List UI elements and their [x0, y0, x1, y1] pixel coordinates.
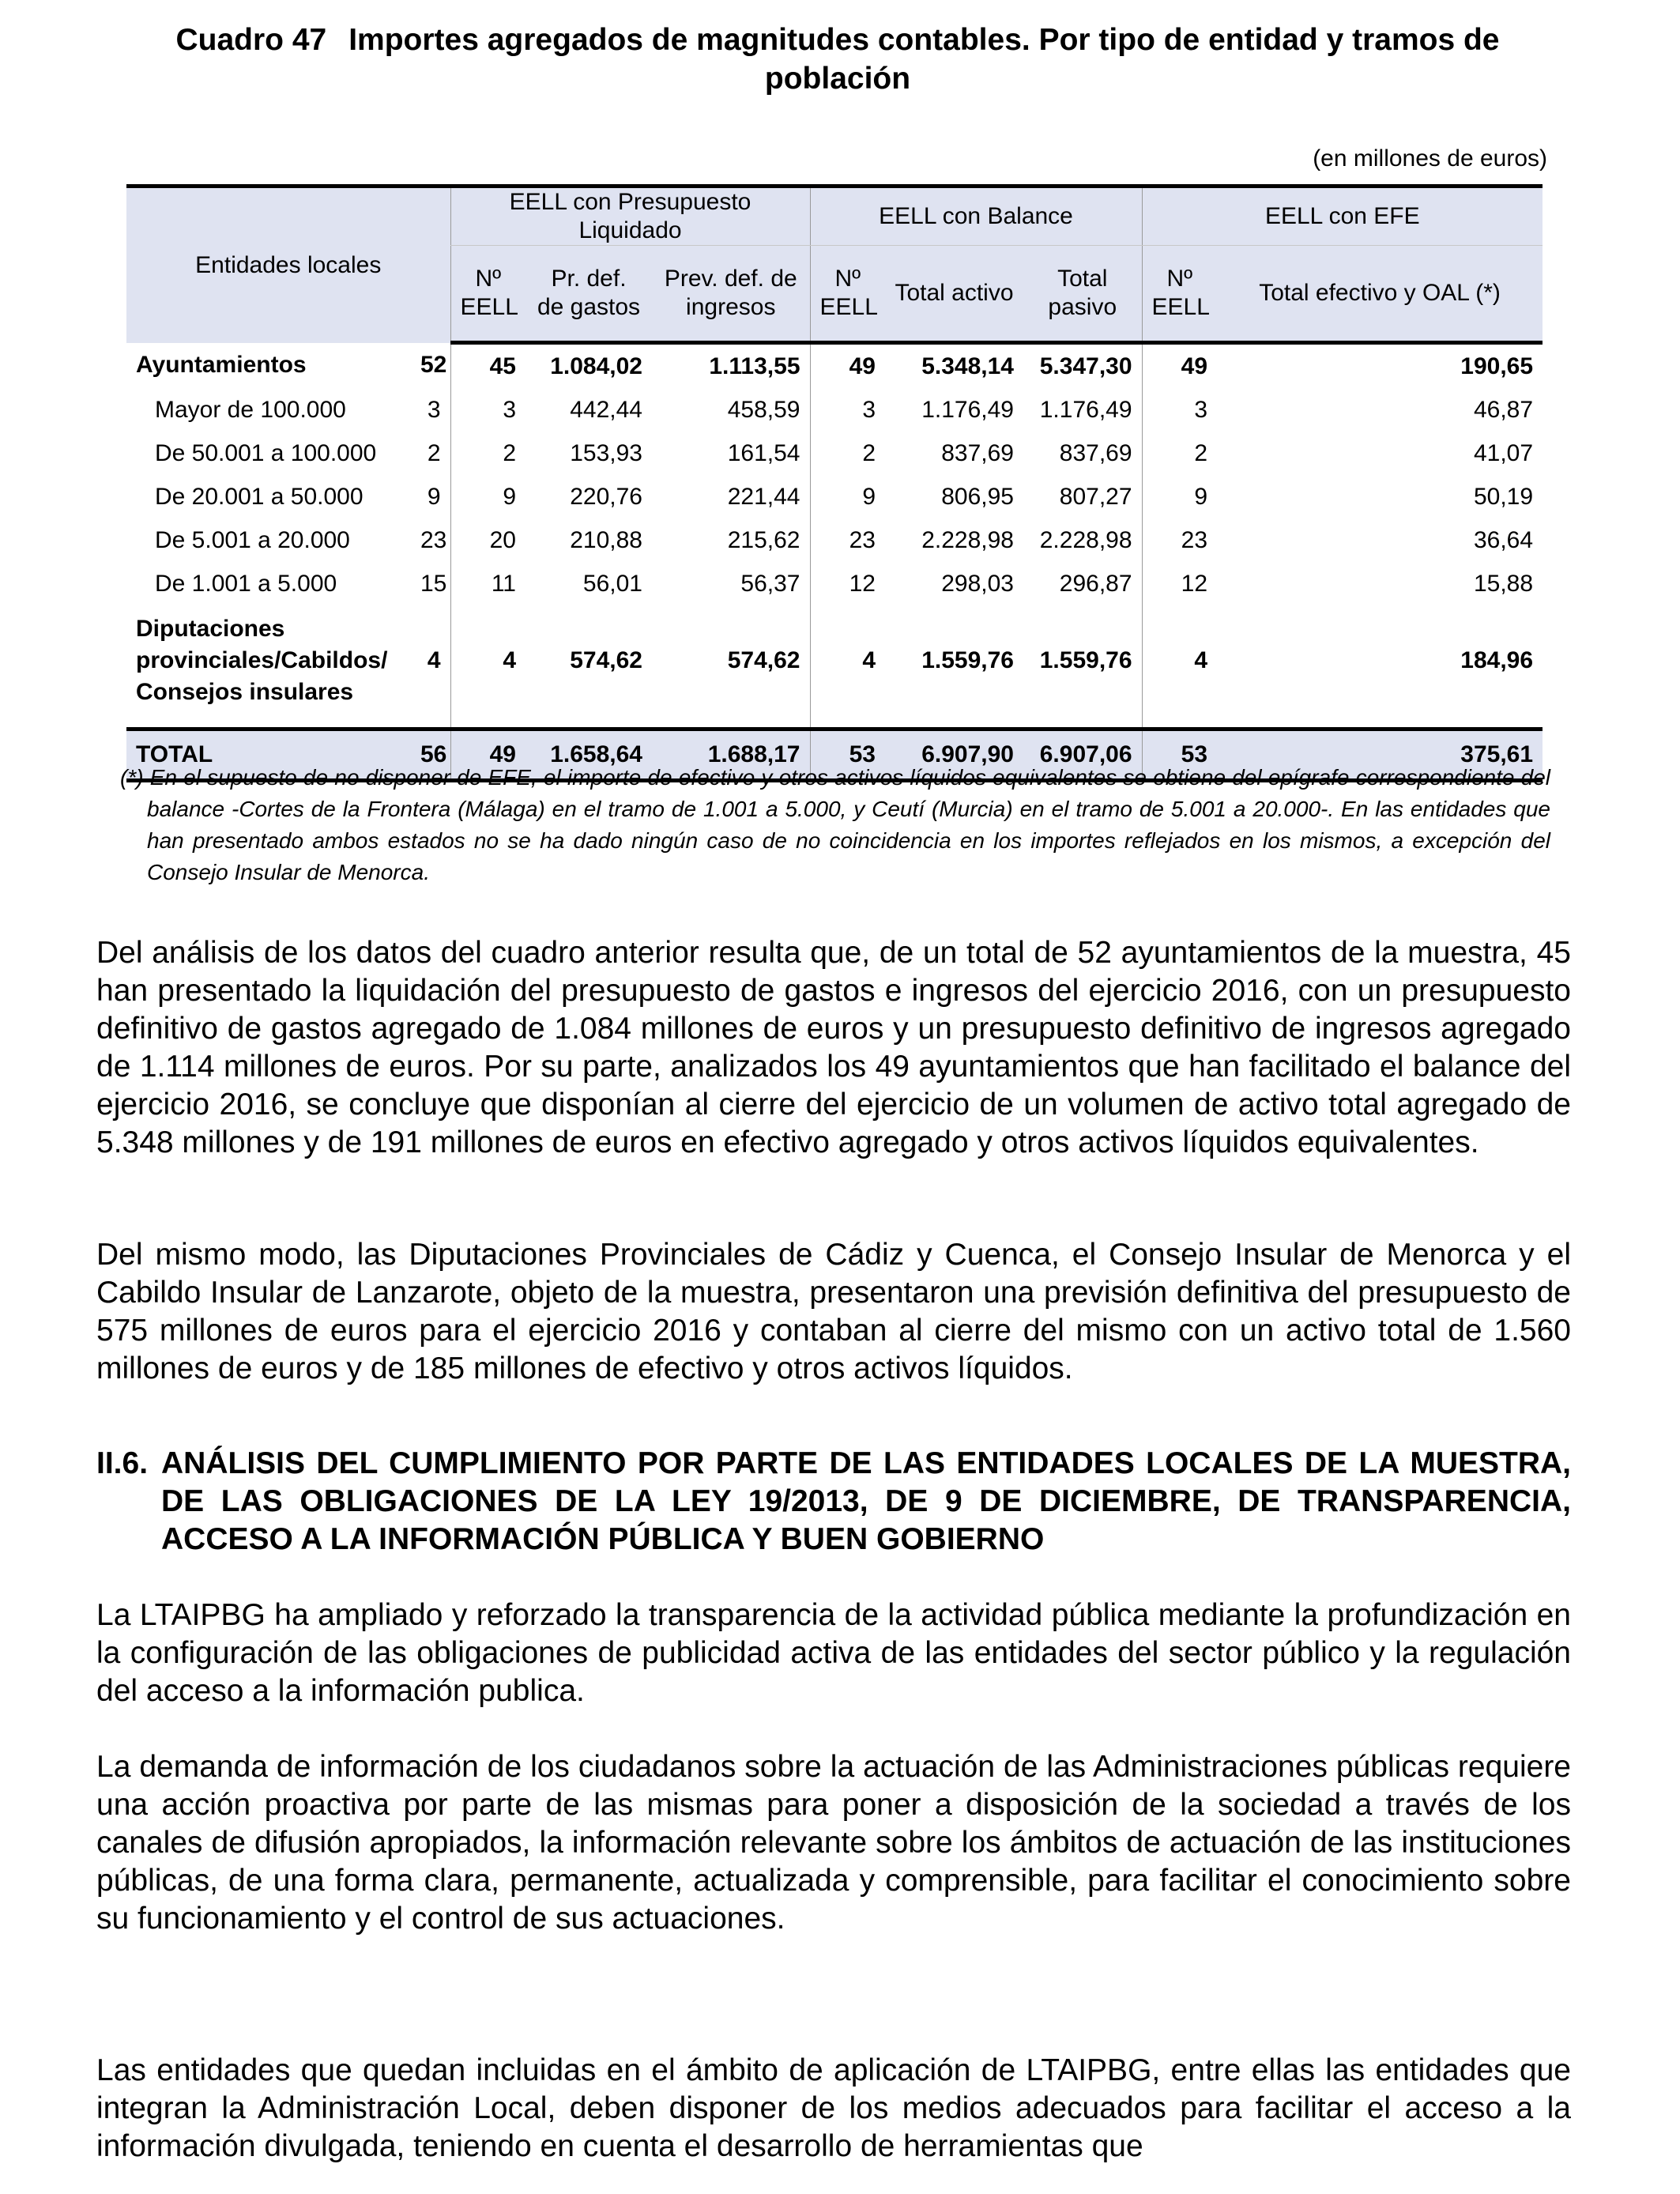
- row-label: Ayuntamientos: [136, 352, 307, 379]
- table-cell: 1.559,76: [1039, 647, 1132, 673]
- row-label: Diputaciones provinciales/Cabildos/ Consejos insulares: [136, 616, 388, 705]
- table-cell: 56,37: [740, 570, 800, 597]
- group-header-efe: EELL con EFE: [1142, 187, 1543, 246]
- table-cell: 23: [420, 526, 447, 553]
- table-row: [126, 605, 1543, 716]
- group-header-presupuesto: EELL con Presupuesto Liquidado: [450, 187, 810, 246]
- units-note: (en millones de euros): [1313, 145, 1547, 172]
- table-cell: 1.113,55: [709, 352, 800, 379]
- table-row: [126, 388, 1543, 432]
- table-cell: 49: [810, 343, 885, 389]
- table-row: [126, 432, 1543, 475]
- table-header: [126, 187, 1543, 343]
- table-cell: 45: [450, 343, 525, 389]
- spacer-cell: [810, 716, 885, 729]
- table-cell: 5.347,30: [1039, 352, 1132, 379]
- table-cell: 2: [1142, 432, 1217, 475]
- col-header-efe-n: Nº EELL: [1142, 246, 1217, 343]
- table-cell: 2.228,98: [1039, 526, 1132, 553]
- table-cell: 4: [810, 605, 885, 716]
- table-cell: 215,62: [727, 526, 800, 553]
- col-header-bal-n: Nº EELL: [810, 246, 885, 343]
- paragraph: Del análisis de los datos del cuadro anterior resulta que, de un total de 52 ayuntamientos de la muestra, 45 han presentado la liquidación del presupuesto de gastos e ingresos del ejercicio 2016, con un presupuesto definitivo de gastos agregado de 1.084 millones de euros y un presupuesto definitivo de ingresos agregado de 1.114 millones de euros. Por su parte, analizados los 49 ayuntamientos que han facilitado el balance del ejercicio 2016, se concluye que disponían al cierre del ejercicio de un volumen de activo total agregado de 5.348 millones y de 191 millones de euros en efectivo agregado y otros activos líquidos equivalentes.: [96, 936, 1571, 1159]
- row-label: De 5.001 a 20.000: [155, 526, 350, 553]
- paragraph: La LTAIPBG ha ampliado y reforzado la transparencia de la actividad pública mediante la profundización en la configuración de las obligaciones de publicidad activa de las entidades del sector público y la regulación del acceso a la información publica.: [96, 1598, 1571, 1708]
- table-cell: 9: [450, 475, 525, 518]
- paragraph: La demanda de información de los ciudadanos sobre la actuación de las Administraciones públicas requiere una acción proactiva por parte de las mismas para poner a disposición de la sociedad a través de los canales de difusión apropiados, la información relevante sobre los ámbitos de actuación de las instituciones públicas, de una forma clara, permanente, actualizada y comprensible, para facilitar el conocimiento sobre su funcionamiento y el control de sus actuaciones.: [96, 1750, 1571, 1936]
- table-cell: 2.228,98: [921, 526, 1014, 553]
- table-row: [126, 343, 1543, 389]
- table-cell: 298,03: [941, 570, 1014, 597]
- table-cell: 220,76: [570, 483, 642, 510]
- table-cell: 210,88: [570, 526, 642, 553]
- row-label: Mayor de 100.000: [155, 396, 346, 423]
- caption-number: Cuadro 47: [175, 23, 327, 57]
- table-footnote: [120, 762, 1550, 888]
- section-title: ANÁLISIS DEL CUMPLIMIENTO POR PARTE DE LAS ENTIDADES LOCALES DE LA MUESTRA, DE LAS OBLIGACIONES DE LA LEY 19/2013, DE 9 DE DICIEMBRE, DE TRANSPARENCIA, ACCESO A LA INFORMACIÓN PÚBLICA Y BUEN GOBIERNO: [161, 1446, 1571, 1556]
- table-cell: 153,93: [570, 439, 642, 466]
- table-cell: 12: [1142, 562, 1217, 605]
- col-header-pres-n: Nº EELL: [450, 246, 525, 343]
- table-cell: 3: [427, 396, 441, 423]
- paragraph: Las entidades que quedan incluidas en el ámbito de aplicación de LTAIPBG, entre ellas las entidades que integran la Administración Local, deben disponer de los medios adecuados para facilitar el acceso a la información divulgada, teniendo en cuenta el desarrollo de herramientas que: [96, 2053, 1571, 2163]
- spacer-row: [126, 716, 1543, 729]
- table-cell: 1.658,64: [525, 729, 652, 781]
- table-cell: 9: [427, 483, 441, 510]
- table-cell: 442,44: [570, 396, 642, 423]
- table-cell: 23: [810, 518, 885, 562]
- table-cell: 837,69: [941, 439, 1014, 466]
- paragraph: Del mismo modo, las Diputaciones Provinciales de Cádiz y Cuenca, el Consejo Insular de Menorca y el Cabildo Insular de Lanzarote, objeto de la muestra, presentaron una previsión definitiva del presupuesto de 575 millones de euros para el ejercicio 2016 y contaban al cierre del mismo con un activo total de 1.560 millones de euros y de 185 millones de efectivo y otros activos líquidos.: [96, 1238, 1571, 1385]
- caption-title: Importes agregados de magnitudes contables. Por tipo de entidad y tramos de población: [348, 23, 1500, 96]
- table-cell: 56,01: [582, 570, 642, 597]
- table-cell: 52: [420, 352, 447, 379]
- table-cell: 11: [450, 562, 525, 605]
- table-cell: 1.176,49: [1039, 396, 1132, 423]
- table-cell: 41,07: [1473, 439, 1534, 466]
- table-cell: 49: [1142, 343, 1217, 389]
- table-cell: 56: [411, 729, 450, 781]
- table-cell: 12: [810, 562, 885, 605]
- table-cell: 221,44: [727, 483, 800, 510]
- table-cell: 53: [810, 729, 885, 781]
- spacer-cell: [652, 716, 810, 729]
- table-cell: 1.688,17: [652, 729, 810, 781]
- spacer-cell: [1023, 716, 1142, 729]
- table-cell: 574,62: [727, 647, 800, 673]
- col-header-pres-gastos: Pr. def. de gastos: [525, 246, 652, 343]
- section-number: II.6.: [96, 1446, 149, 1480]
- table-cell: 161,54: [727, 439, 800, 466]
- table-cell: 15: [420, 570, 447, 597]
- spacer-cell: [885, 716, 1023, 729]
- table-cell: 296,87: [1059, 570, 1132, 597]
- table-cell: 5.348,14: [921, 352, 1014, 379]
- table-cell: 807,27: [1059, 483, 1132, 510]
- col-header-entity: Entidades locales: [126, 187, 450, 343]
- table-cell: 9: [1142, 475, 1217, 518]
- row-label: De 50.001 a 100.000: [155, 439, 377, 466]
- table-cell: 837,69: [1059, 439, 1132, 466]
- table-cell: 49: [450, 729, 525, 781]
- table-cell: 2: [810, 432, 885, 475]
- table-cell: 574,62: [570, 647, 642, 673]
- table-cell: 36,64: [1473, 526, 1534, 553]
- table-cell: 46,87: [1473, 396, 1534, 423]
- table-cell: 1.559,76: [921, 647, 1014, 673]
- table-cell: 806,95: [941, 483, 1014, 510]
- table-cell: 4: [450, 605, 525, 716]
- table-cell: 184,96: [1460, 647, 1534, 673]
- table-row: [126, 562, 1543, 605]
- col-header-pres-ingresos: Prev. def. de ingresos: [652, 246, 810, 343]
- table-cell: 1.084,02: [550, 352, 642, 379]
- spacer-cell: [1217, 716, 1543, 729]
- spacer-cell: [450, 716, 525, 729]
- table-cell: 458,59: [727, 396, 800, 423]
- spacer-cell: [1142, 716, 1217, 729]
- section-heading: [96, 1445, 1571, 1559]
- table-row: [126, 518, 1543, 562]
- table-caption: [111, 21, 1565, 98]
- table-cell: 3: [1142, 388, 1217, 432]
- table-cell: 4: [427, 647, 441, 673]
- table-cell: 9: [810, 475, 885, 518]
- col-header-bal-activo: Total activo: [885, 246, 1023, 343]
- table-cell: 23: [1142, 518, 1217, 562]
- table-cell: 375,61: [1217, 729, 1543, 781]
- row-label: De 1.001 a 5.000: [155, 570, 337, 597]
- table-cell: 15,88: [1473, 570, 1534, 597]
- table-cell: 190,65: [1460, 352, 1534, 379]
- table-cell: 2: [450, 432, 525, 475]
- group-header-balance: EELL con Balance: [810, 187, 1142, 246]
- table-cell: 3: [450, 388, 525, 432]
- spacer-cell: [411, 716, 450, 729]
- table-cell: 6.907,90: [885, 729, 1023, 781]
- col-header-bal-pasivo: Total pasivo: [1023, 246, 1142, 343]
- spacer-cell: [126, 716, 411, 729]
- row-label: De 20.001 a 50.000: [155, 483, 363, 510]
- table-body: [126, 343, 1543, 781]
- table-cell: 2: [427, 439, 441, 466]
- footnote-text: (*) En el supuesto de no disponer de EFE, el importe de efectivo y otros activos líquidos equivalentes se obtiene del epígrafe correspondiente del balance -Cortes de la Frontera (Málaga) en el tramo de 1.001 a 5.000, y Ceutí (Murcia) en el tramo de 5.001 a 20.000-. En las entidades que han presentado ambos estados no se ha dado ningún caso de no coincidencia en los importes reflejados en los mismos, a excepción del Consejo Insular de Menorca.: [120, 765, 1550, 884]
- spacer-cell: [525, 716, 652, 729]
- table-cell: 3: [810, 388, 885, 432]
- table-cell: 6.907,06: [1023, 729, 1142, 781]
- accounting-table: [126, 184, 1543, 782]
- table-row: [126, 475, 1543, 518]
- table-cell: 53: [1142, 729, 1217, 781]
- table-cell: 20: [450, 518, 525, 562]
- col-header-efe-total: Total efectivo y OAL (*): [1217, 246, 1543, 343]
- row-label: TOTAL: [126, 729, 411, 781]
- table-cell: 1.176,49: [921, 396, 1014, 423]
- table-cell: 50,19: [1473, 483, 1534, 510]
- table-cell: 4: [1142, 605, 1217, 716]
